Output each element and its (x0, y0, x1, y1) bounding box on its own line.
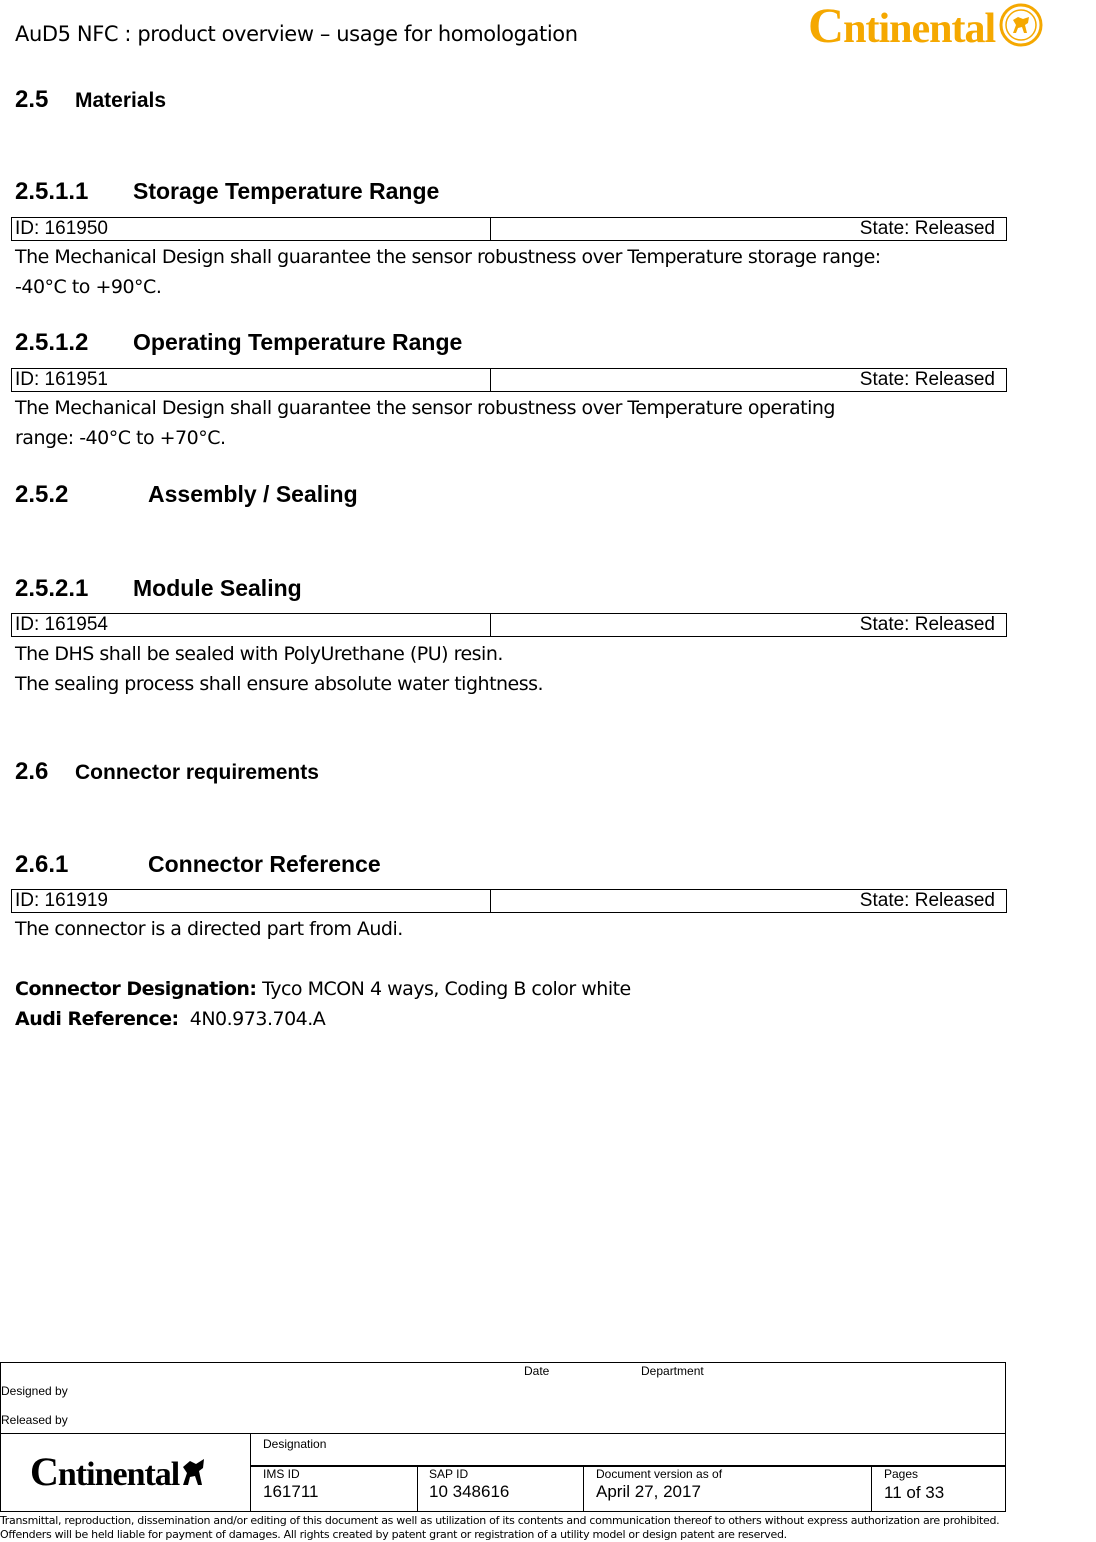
audi-reference-value: 4N0.973.704.A (178, 1008, 326, 1030)
ims-id-label: IMS ID (263, 1467, 300, 1481)
horse-icon (179, 1455, 209, 1489)
section-heading-2-6-1: 2.6.1 Connector Reference (15, 851, 381, 878)
legal-disclaimer-line-1: Transmittal, reproduction, dissemination and/or editing of this document as well as utilization of its contents and communication thereof to others without express authorization are prohibited. (0, 1514, 1000, 1527)
requirement-id: ID: 161951 (12, 369, 491, 391)
section-heading-2-5-2: 2.5.2 Assembly / Sealing (15, 481, 358, 508)
requirement-id: ID: 161950 (12, 218, 491, 240)
requirement-id-row (11, 613, 1007, 637)
designed-by-label: Designed by (1, 1384, 68, 1398)
date-label: Date (524, 1364, 550, 1378)
requirement-text: The Mechanical Design shall guarantee the sensor robustness over Temperature storage range: -40°C to +90°C. (15, 246, 881, 298)
document-version-value: April 27, 2017 (596, 1482, 701, 1501)
document-title: AuD5 NFC : product overview – usage for homologation (15, 22, 578, 46)
horse-emblem-icon (999, 3, 1043, 47)
ims-id-value: 161711 (263, 1482, 319, 1501)
requirement-id-row (11, 368, 1007, 392)
section-heading-2-5: 2.5 Materials (15, 86, 167, 113)
connector-designation-label: Connector Designation: (15, 978, 257, 1000)
section-heading-2-5-1-2: 2.5.1.2 Operating Temperature Range (15, 329, 463, 356)
connector-designation-value: Tyco MCON 4 ways, Coding B color white (256, 978, 631, 1000)
footer-divider (0, 1433, 1006, 1434)
requirement-id-row (11, 217, 1007, 241)
requirement-state: State: Released (859, 614, 995, 635)
released-by-label: Released by (1, 1413, 68, 1427)
continental-footer-logo: Cntinental (30, 1452, 209, 1492)
requirement-text: The Mechanical Design shall guarantee the sensor robustness over Temperature operating range: -40°C to +70°C. (15, 397, 835, 449)
audi-reference-label: Audi Reference: (15, 1008, 179, 1030)
pages-value: 11 of 33 (884, 1483, 945, 1502)
footer-divider (250, 1433, 251, 1512)
document-version-label: Document version as of (596, 1467, 723, 1481)
sap-id-label: SAP ID (429, 1467, 469, 1481)
requirement-id: ID: 161919 (12, 890, 491, 912)
sap-id-value: 10 348616 (429, 1482, 510, 1501)
requirement-state: State: Released (859, 890, 995, 911)
requirement-state: State: Released (859, 218, 995, 239)
requirement-id-row (11, 889, 1007, 913)
continental-logo: Cntinental (808, 0, 1043, 50)
requirement-text: The connector is a directed part from Audi. Connector Designation: Tyco MCON 4 ways, Coding B color white Audi Reference: 4N0.973.704.A (15, 918, 631, 1030)
requirement-id: ID: 161954 (12, 614, 491, 636)
legal-disclaimer-line-2: Offenders will be held liable for payment of damages. All rights created by patent grant or registration of a utility model or design patent are reserved. (0, 1528, 787, 1541)
section-heading-2-6: 2.6 Connector requirements (15, 758, 319, 785)
footer-divider (417, 1466, 418, 1512)
department-label: Department (641, 1364, 704, 1378)
section-heading-2-5-1-1: 2.5.1.1 Storage Temperature Range (15, 178, 440, 205)
footer-divider (871, 1466, 872, 1512)
requirement-text: The DHS shall be sealed with PolyUrethane (PU) resin. The sealing process shall ensure absolute water tightness. (15, 643, 544, 695)
footer-divider (583, 1466, 584, 1512)
section-heading-2-5-2-1: 2.5.2.1 Module Sealing (15, 575, 302, 602)
requirement-state: State: Released (859, 369, 995, 390)
pages-label: Pages (884, 1467, 919, 1481)
designation-label: Designation (263, 1437, 327, 1451)
